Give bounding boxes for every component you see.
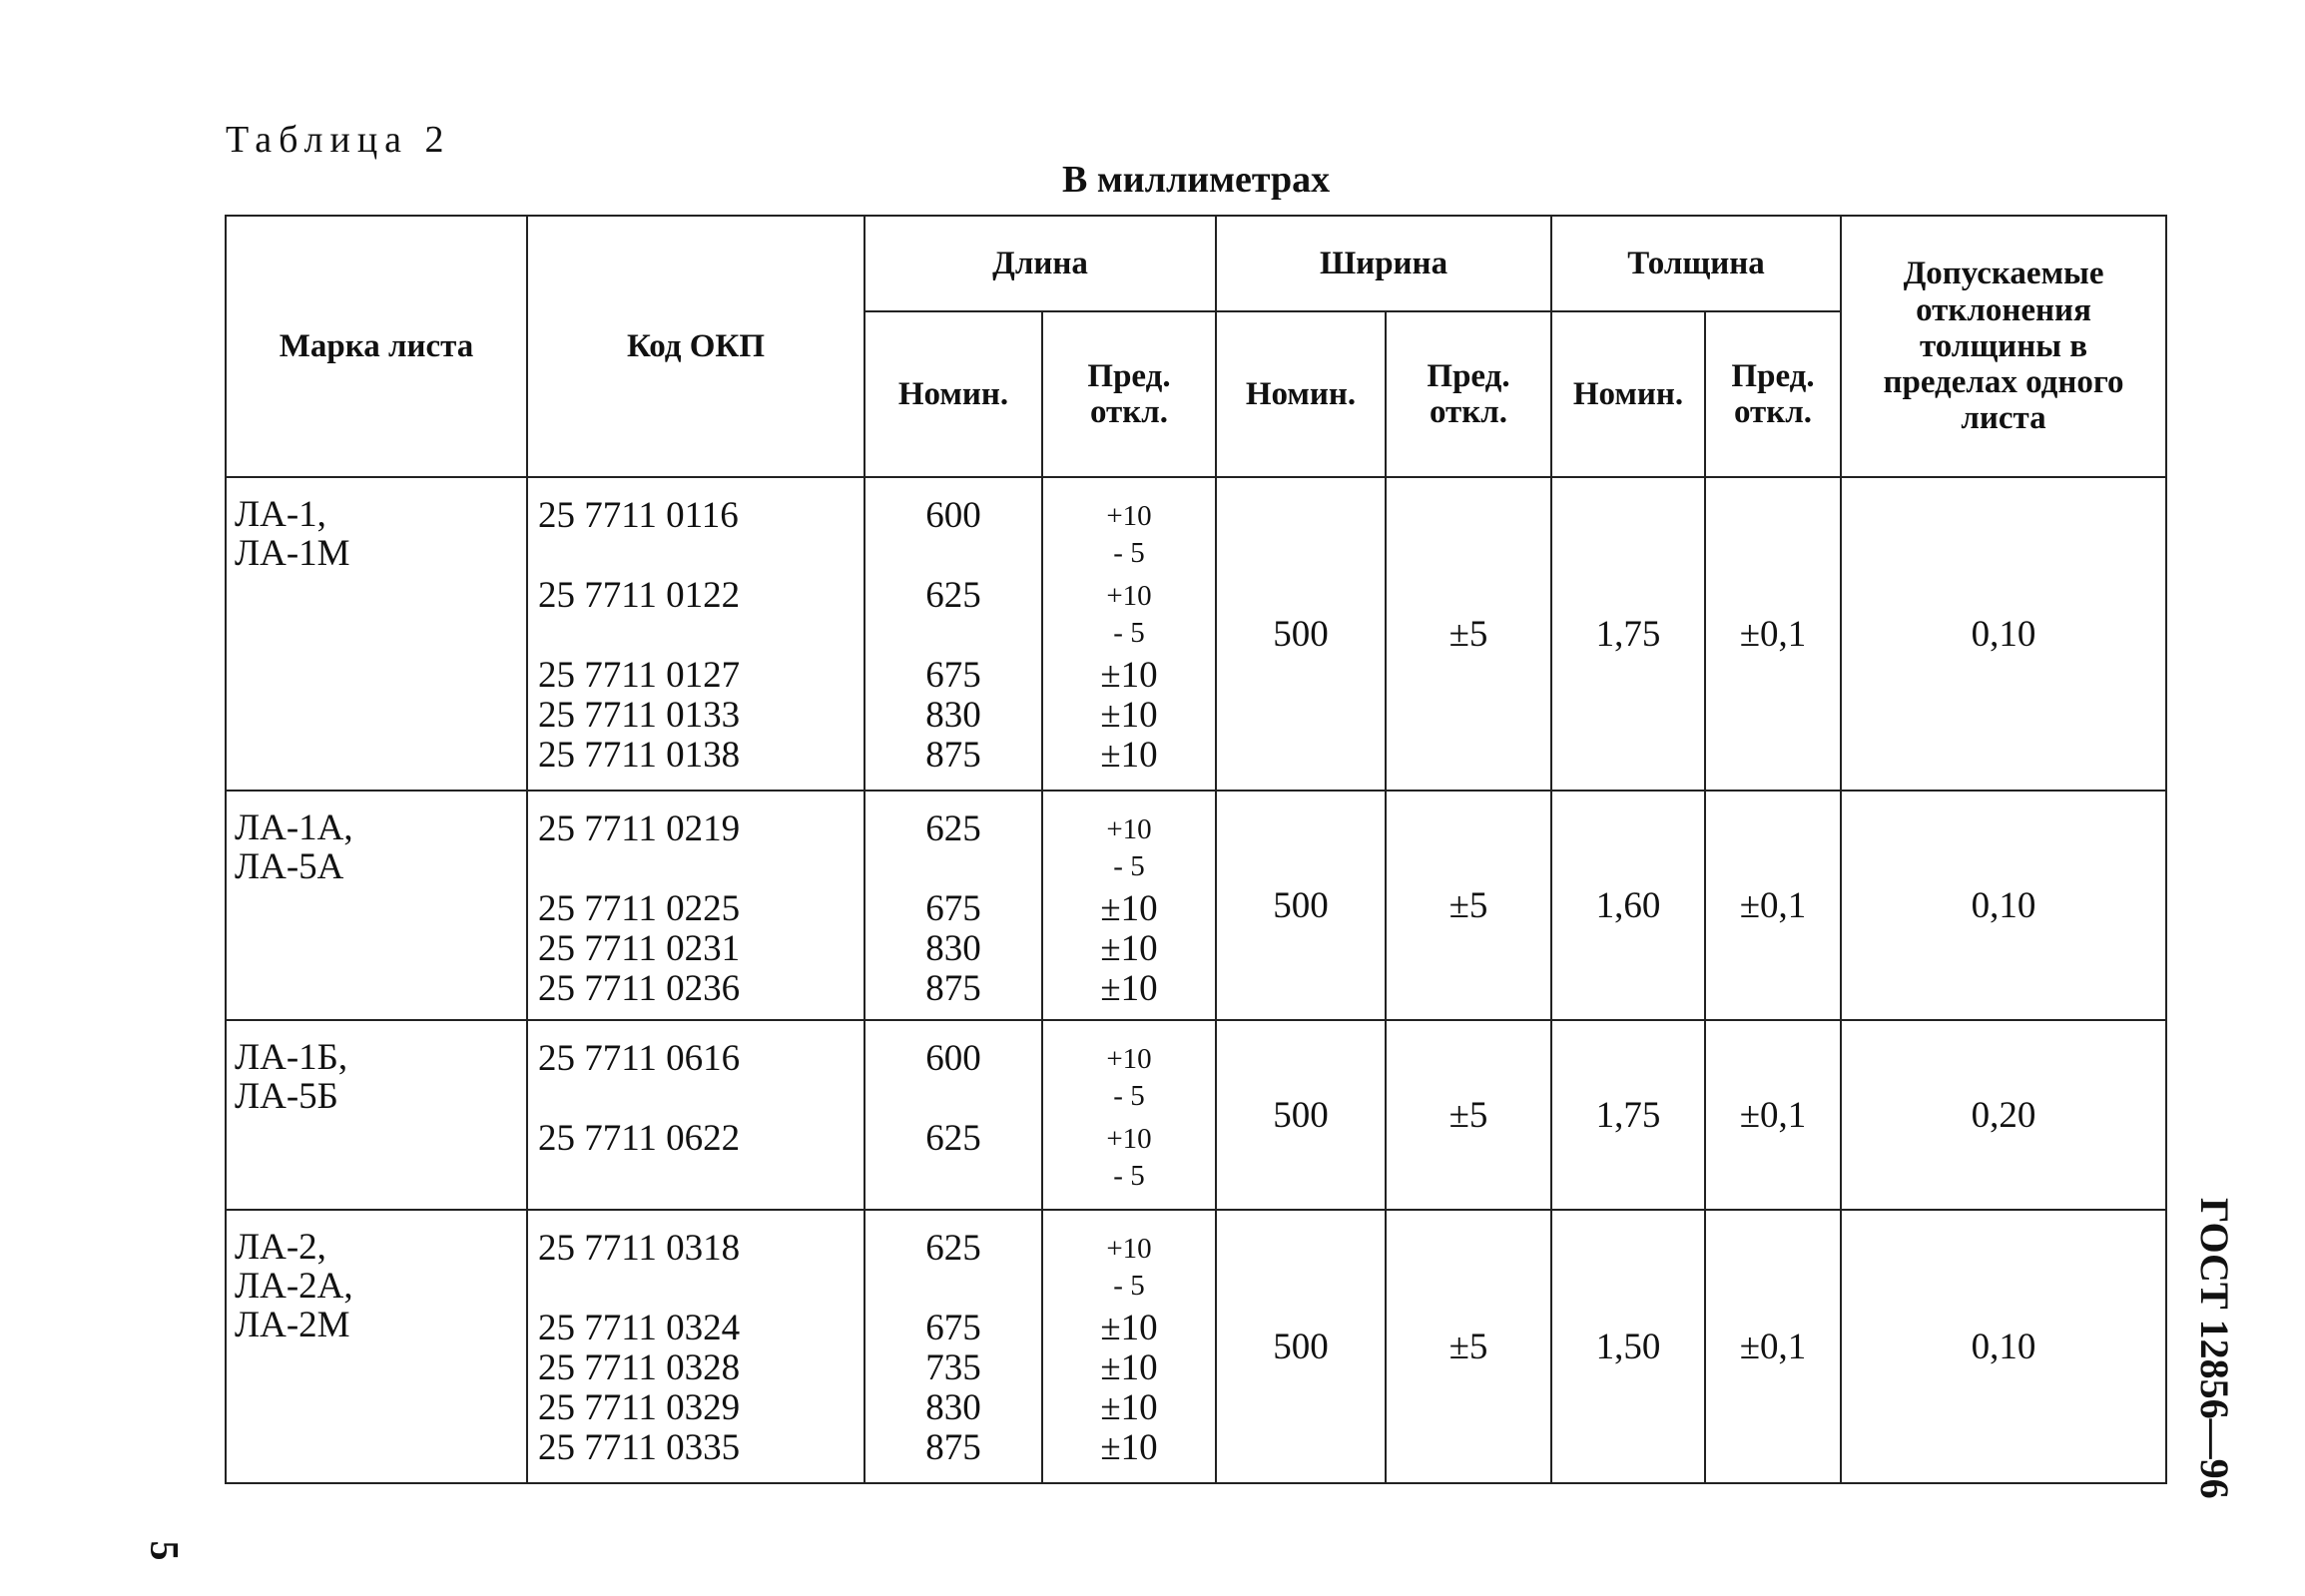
length-nominal: 625	[925, 1228, 981, 1269]
deviation-minus: - 5	[1113, 1080, 1145, 1112]
table-caption: Таблица 2	[226, 119, 451, 161]
thickness-deviation-cell: ±0,1	[1705, 1020, 1841, 1210]
width-nominal-cell: 500	[1216, 1210, 1386, 1483]
thickness-deviation-cell: ±0,1	[1705, 1210, 1841, 1483]
deviation-minus: - 5	[1113, 1270, 1145, 1302]
okp-code: 25 7711 0133	[538, 695, 741, 736]
okp-code: 25 7711 0236	[538, 968, 741, 1009]
length-nominal: 600	[925, 1038, 981, 1079]
sheet-mark-cell: ЛА-1Б, ЛА-5Б	[226, 1020, 527, 1210]
header-width-nominal: Номин.	[1216, 311, 1386, 477]
thickness-deviation-cell: ±0,1	[1705, 791, 1841, 1020]
length-nominal: 675	[925, 655, 981, 696]
table-row	[226, 1210, 2166, 1483]
header-allowed-deviation: Допускаемые отклонения толщины в пределах одного листа	[1841, 216, 2166, 477]
width-nominal-cell: 500	[1216, 791, 1386, 1020]
length-nominal: 875	[925, 735, 981, 776]
length-deviation	[1043, 1119, 1215, 1199]
deviation-plus: +10	[1106, 1043, 1152, 1075]
dimensions-table	[225, 215, 2167, 1484]
okp-code: 25 7711 0616	[538, 1038, 741, 1079]
sheet-mark-cell: ЛА-1, ЛА-1М	[226, 477, 527, 791]
deviation-plus: +10	[1106, 813, 1152, 845]
deviation-minus: - 5	[1113, 1160, 1145, 1192]
length-deviation-cell	[1042, 1020, 1216, 1210]
length-deviation: ±10	[1100, 1308, 1158, 1348]
length-deviation-cell	[1042, 477, 1216, 791]
allowed-deviation-cell: 0,10	[1841, 477, 2166, 791]
header-length: Длина	[864, 216, 1216, 311]
width-deviation-cell: ±5	[1386, 1020, 1551, 1210]
okp-code-cell	[527, 1210, 864, 1483]
length-nominal: 830	[925, 695, 981, 736]
thickness-nominal-cell: 1,60	[1551, 791, 1705, 1020]
length-nominal: 625	[925, 1118, 981, 1159]
length-deviation: ±10	[1100, 655, 1158, 696]
header-thickness: Толщина	[1551, 216, 1841, 311]
length-nominal: 875	[925, 968, 981, 1009]
length-deviation: ±10	[1100, 968, 1158, 1009]
deviation-minus: - 5	[1113, 617, 1145, 649]
length-deviation	[1043, 576, 1215, 656]
deviation-minus: - 5	[1113, 850, 1145, 882]
length-deviation	[1043, 1229, 1215, 1309]
width-deviation-cell: ±5	[1386, 791, 1551, 1020]
deviation-minus: - 5	[1113, 537, 1145, 569]
length-deviation-cell	[1042, 791, 1216, 1020]
length-deviation: ±10	[1100, 1427, 1158, 1468]
table-row	[226, 1020, 2166, 1210]
length-deviation	[1043, 496, 1215, 576]
length-deviation: ±10	[1100, 1347, 1158, 1388]
length-deviation-cell	[1042, 1210, 1216, 1483]
thickness-deviation-cell: ±0,1	[1705, 477, 1841, 791]
length-deviation: ±10	[1100, 1387, 1158, 1428]
thickness-nominal-cell: 1,50	[1551, 1210, 1705, 1483]
thickness-nominal-cell: 1,75	[1551, 477, 1705, 791]
width-nominal-cell: 500	[1216, 477, 1386, 791]
length-nominal: 675	[925, 1308, 981, 1348]
allowed-deviation-cell: 0,10	[1841, 791, 2166, 1020]
okp-code: 25 7711 0335	[538, 1427, 741, 1468]
length-nominal-cell	[864, 477, 1042, 791]
allowed-deviation-cell: 0,10	[1841, 1210, 2166, 1483]
header-length-deviation: Пред. откл.	[1042, 311, 1216, 477]
okp-code: 25 7711 0324	[538, 1308, 741, 1348]
okp-code-cell	[527, 791, 864, 1020]
header-mark: Марка листа	[226, 216, 527, 477]
width-deviation-cell: ±5	[1386, 477, 1551, 791]
header-thickness-nominal: Номин.	[1551, 311, 1705, 477]
units-label: В миллиметрах	[1062, 159, 1331, 201]
length-deviation: ±10	[1100, 735, 1158, 776]
deviation-plus: +10	[1106, 1123, 1152, 1155]
okp-code: 25 7711 0231	[538, 928, 741, 969]
okp-code: 25 7711 0225	[538, 888, 741, 929]
allowed-deviation-cell: 0,20	[1841, 1020, 2166, 1210]
table-row	[226, 477, 2166, 791]
width-deviation-cell: ±5	[1386, 1210, 1551, 1483]
thickness-nominal-cell: 1,75	[1551, 1020, 1705, 1210]
header-width: Ширина	[1216, 216, 1551, 311]
deviation-plus: +10	[1106, 1233, 1152, 1265]
length-nominal: 830	[925, 1387, 981, 1428]
okp-code-cell	[527, 477, 864, 791]
length-nominal: 875	[925, 1427, 981, 1468]
okp-code: 25 7711 0127	[538, 655, 741, 696]
sheet-mark-cell: ЛА-2, ЛА-2А, ЛА-2М	[226, 1210, 527, 1483]
okp-code: 25 7711 0329	[538, 1387, 741, 1428]
length-nominal: 600	[925, 495, 981, 536]
okp-code-cell	[527, 1020, 864, 1210]
length-nominal-cell	[864, 1210, 1042, 1483]
width-nominal-cell: 500	[1216, 1020, 1386, 1210]
okp-code: 25 7711 0122	[538, 575, 741, 616]
header-length-nominal: Номин.	[864, 311, 1042, 477]
length-deviation: ±10	[1100, 695, 1158, 736]
length-nominal-cell	[864, 1020, 1042, 1210]
okp-code: 25 7711 0116	[538, 495, 739, 536]
deviation-plus: +10	[1106, 500, 1152, 532]
okp-code: 25 7711 0622	[538, 1118, 741, 1159]
header-width-deviation: Пред. откл.	[1386, 311, 1551, 477]
length-nominal: 625	[925, 808, 981, 849]
okp-code: 25 7711 0219	[538, 808, 741, 849]
length-deviation	[1043, 809, 1215, 889]
table-row	[226, 791, 2166, 1020]
length-nominal: 625	[925, 575, 981, 616]
sheet-mark-cell: ЛА-1А, ЛА-5А	[226, 791, 527, 1020]
length-nominal: 675	[925, 888, 981, 929]
length-deviation	[1043, 1039, 1215, 1119]
length-deviation: ±10	[1100, 928, 1158, 969]
length-nominal: 830	[925, 928, 981, 969]
deviation-plus: +10	[1106, 580, 1152, 612]
page-number: 5	[142, 1540, 188, 1561]
header-okp-code: Код ОКП	[527, 216, 864, 477]
okp-code: 25 7711 0318	[538, 1228, 741, 1269]
length-nominal: 735	[925, 1347, 981, 1388]
length-nominal-cell	[864, 791, 1042, 1020]
standard-designation: ГОСТ 12856—96	[2192, 1198, 2237, 1499]
okp-code: 25 7711 0138	[538, 735, 741, 776]
header-thickness-deviation: Пред. откл.	[1705, 311, 1841, 477]
okp-code: 25 7711 0328	[538, 1347, 741, 1388]
length-deviation: ±10	[1100, 888, 1158, 929]
